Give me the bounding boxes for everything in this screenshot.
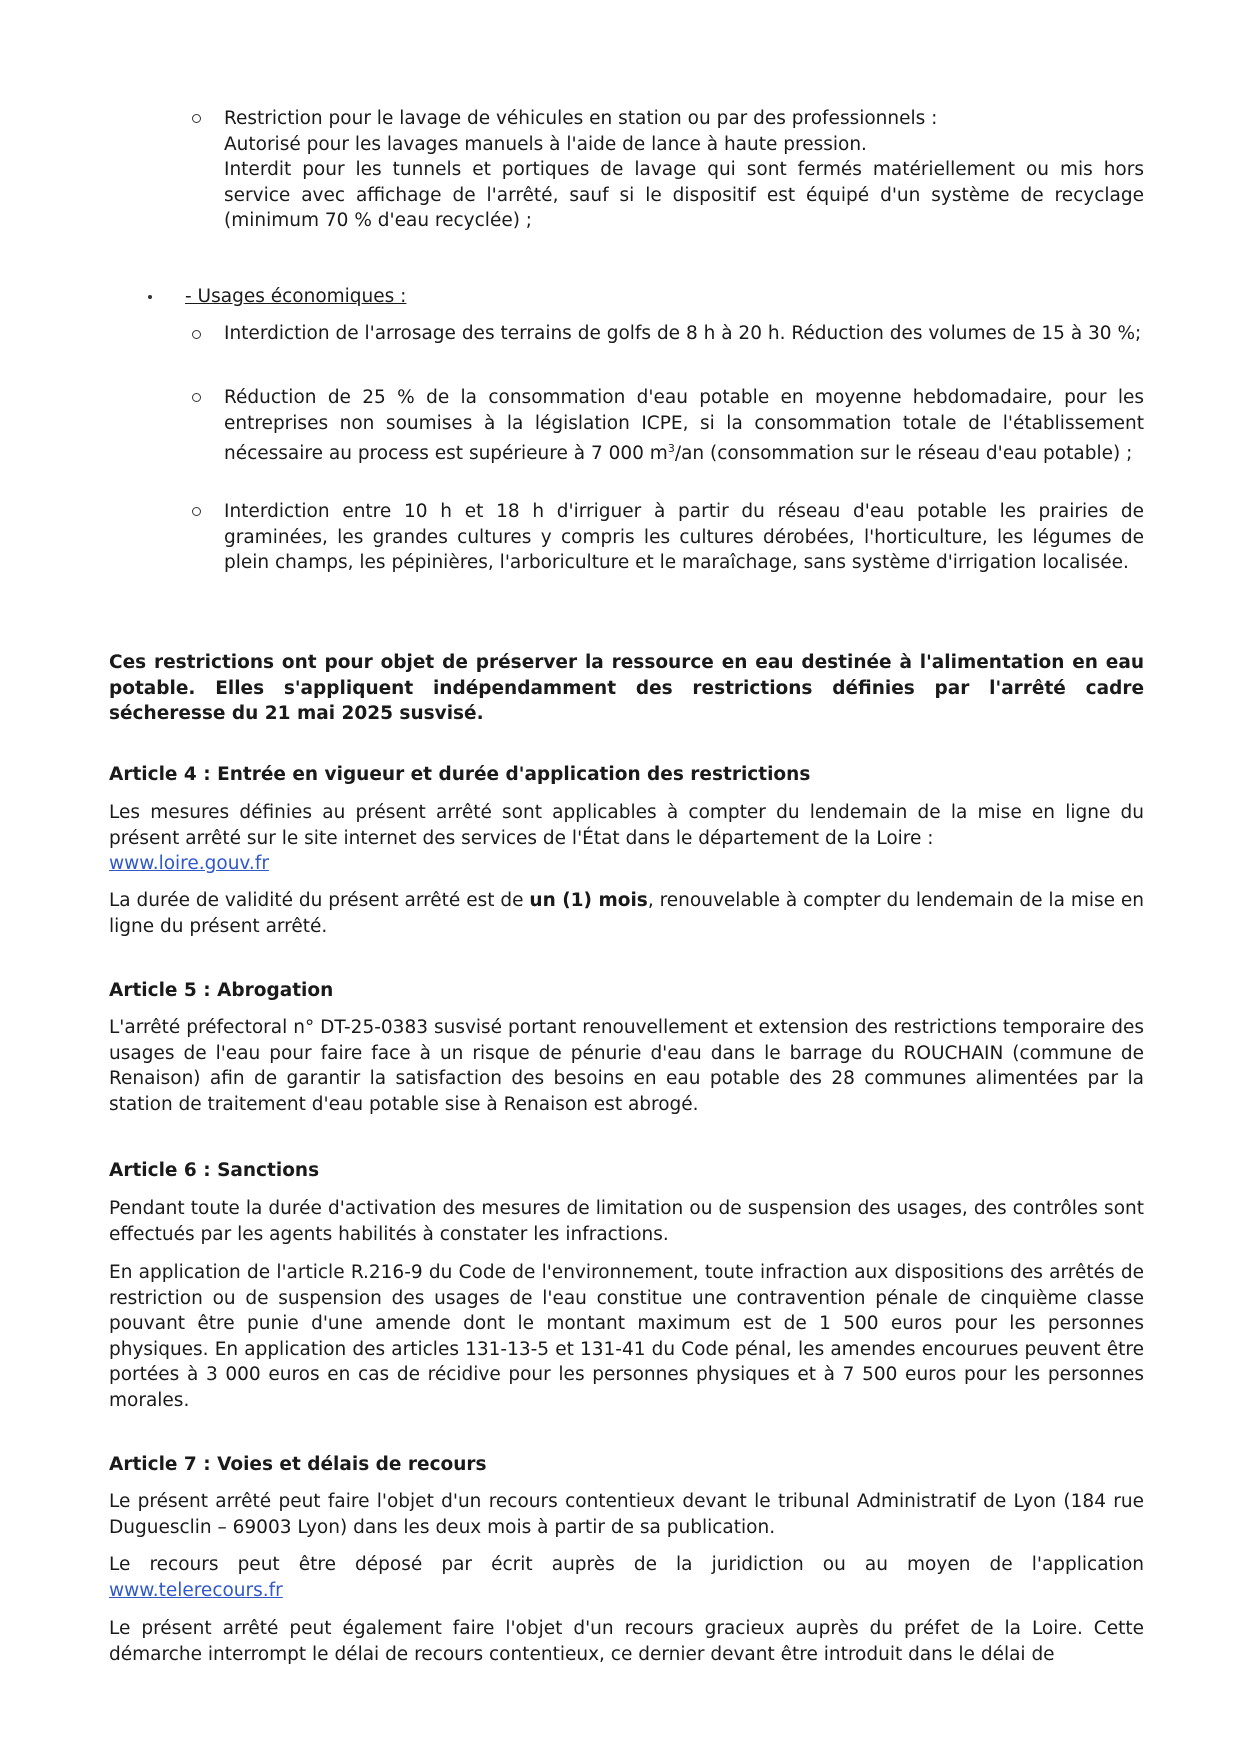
article-4-paragraph-2 (109, 888, 1144, 939)
economic-item-golf: Interdiction de l'arrosage des terrains de golfs de 8 h à 20 h. Réduction des volumes de 15 à 30 %; (224, 323, 1142, 344)
car-wash-line: Autorisé pour les lavages manuels à l'aide de lance à haute pression. (224, 133, 867, 155)
telerecours-link[interactable]: www.telerecours.fr (109, 1579, 283, 1601)
economic-item-irrigation: Interdiction entre 10 h et 18 h d'irriguer à partir du réseau d'eau potable les prairies de graminées, les grandes cultures y compris les cultures dérobées, l'horticulture, les légumes de plein champs, les pépinières, l'arboriculture et le maraîchage, sans système d'irrigation localisée. (224, 501, 1144, 573)
car-wash-restriction (224, 106, 1144, 234)
article-4-text: Les mesures définies au présent arrêté sont applicables à compter du lendemain de la mise en ligne du présent arrêté sur le site internet des services de l'État dans le département de la Loire : (109, 802, 1144, 849)
article-7-title: Article 7 : Voies et délais de recours (109, 1454, 487, 1475)
article-6-paragraph-1: Pendant toute la durée d'activation des mesures de limitation ou de suspension des usages, des contrôles sont effectués par les agents habilités à constater les infractions. (109, 1198, 1144, 1245)
restrictions-summary: Ces restrictions ont pour objet de préserver la ressource en eau destinée à l'alimentation en eau potable. Elles s'appliquent indépendamment des restrictions définies par l'arrêté cadre sécheresse du 21 mai 2025 susvisé. (109, 652, 1144, 724)
car-wash-line: Restriction pour le lavage de véhicules en station ou par des professionnels : (224, 108, 938, 129)
bullet-dot-icon (148, 295, 152, 299)
article-6-paragraph-2: En application de l'article R.216-9 du Code de l'environnement, toute infraction aux dispositions des arrêtés de restriction ou de suspension des usages de l'eau constitue une contravention pénale de cinquième classe pouvant être punie d'une amende dont le montant maximum est de 1 500 euros pour les personnes physiques. En application des articles 131-13-5 et 131-41 du Code pénal, les amendes encourues peuvent être portées à 3 000 euros en cas de récidive pour les personnes physiques et à 7 500 euros pour les personnes morales. (109, 1262, 1144, 1411)
article-4-title: Article 4 : Entrée en vigueur et durée d'application des restrictions (109, 764, 811, 785)
economic-item-enterprises (224, 385, 1144, 467)
article-5-title: Article 5 : Abrogation (109, 980, 334, 1001)
validity-duration: un (1) mois (529, 890, 648, 911)
article-7-paragraph-3: Le présent arrêté peut également faire l'objet d'un recours gracieux auprès du préfet de la Loire. Cette démarche interrompt le délai de recours contentieux, ce dernier devant être introduit dans le délai de (109, 1618, 1144, 1665)
car-wash-line: Interdit pour les tunnels et portiques de lavage qui sont fermés matériellement ou mis hors (224, 159, 1144, 180)
enterprises-text-b: /an (consommation sur le réseau d'eau potable) ; (674, 443, 1133, 465)
circle-bullet-icon (192, 330, 201, 339)
validity-text-a: La durée de validité du présent arrêté est de (109, 890, 530, 911)
article-7-paragraph-1: Le présent arrêté peut faire l'objet d'un recours contentieux devant le tribunal Administratif de Lyon (184 rue Duguesclin – 69003 Lyon) dans les deux mois à partir de sa publication. (109, 1491, 1144, 1538)
article-5-paragraph: L'arrêté préfectoral n° DT-25-0383 susvisé portant renouvellement et extension des restrictions temporaire des usages de l'eau pour faire face à un risque de pénurie d'eau dans le barrage du ROUCHAIN (commune de Renaison) afin de garantir la satisfaction des besoins en eau potable des 28 communes alimentées par la station de traitement d'eau potable sise à Renaison est abrogé. (109, 1017, 1144, 1115)
car-wash-line: (minimum 70 % d'eau recyclée) ; (224, 210, 533, 231)
car-wash-line: service avec affichage de l'arrêté, sauf si le dispositif est équipé d'un système de recyclage (224, 184, 1144, 206)
article-6-title: Article 6 : Sanctions (109, 1160, 320, 1181)
circle-bullet-icon (192, 507, 201, 516)
loire-gouv-link[interactable]: www.loire.gouv.fr (109, 853, 269, 874)
article-4-paragraph-1 (109, 800, 1144, 877)
cubic-superscript: 3 (667, 442, 675, 455)
article-7-paragraph-2 (109, 1552, 1144, 1603)
article-7-text: Le recours peut être déposé par écrit auprès de la juridiction ou au moyen de l'application (109, 1554, 1144, 1575)
circle-bullet-icon (192, 393, 201, 402)
circle-bullet-icon (192, 114, 201, 123)
enterprises-text-a: Réduction de 25 % de la consommation d'eau potable en moyenne hebdomadaire, pour les entreprises non soumises à la législation ICPE, si la consommation totale de l'établissement nécessaire au process est supérieure à 7 000 m (224, 387, 1144, 465)
economic-uses-heading: - Usages économiques : (185, 286, 407, 307)
validity-text-b: , renouvelable à compter du lendemain de la mise en ligne du présent arrêté. (109, 890, 1145, 937)
